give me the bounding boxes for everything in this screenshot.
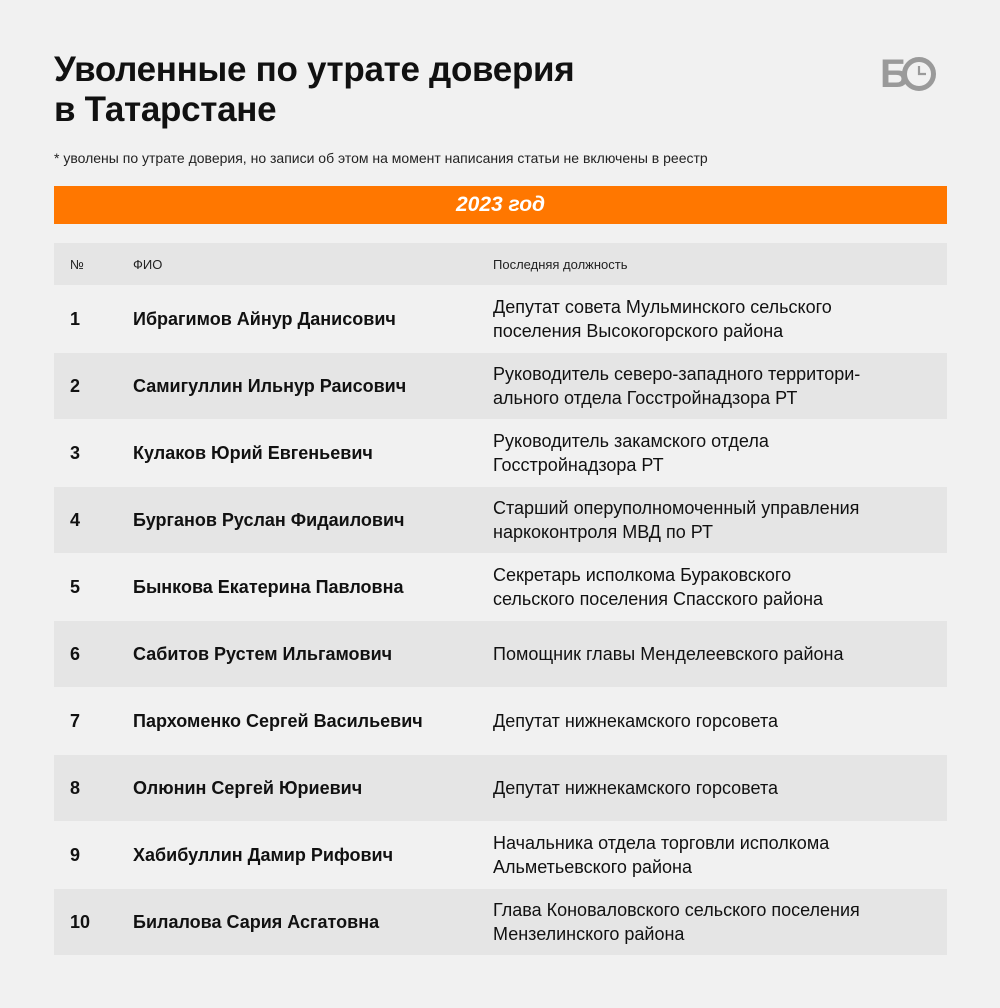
row-name: Самигуллин Ильнур Раисович: [133, 375, 407, 396]
row-position: Старший оперуполномоченный управления наркоконтроля МВД по РТ: [493, 498, 860, 542]
table-row: [54, 889, 947, 955]
row-num: 10: [70, 911, 91, 932]
row-name: Кулаков Юрий Евгеньевич: [133, 442, 373, 463]
bo-logo: [880, 54, 937, 94]
table-row: [54, 822, 947, 888]
row-position: Депутат нижнекамского горсовета: [493, 778, 778, 798]
table-row: [54, 554, 947, 620]
row-position: Помощник главы Менделеевского района: [493, 644, 844, 664]
row-num: 8: [70, 777, 81, 798]
clock-o-icon: [901, 56, 937, 92]
row-position: Депутат совета Мульминского сельского поселения Высокогорского района: [493, 297, 832, 341]
row-name: Бурганов Руслан Фидаилович: [133, 509, 405, 530]
row-num: 4: [70, 509, 81, 530]
logo-letter: Б: [880, 52, 907, 96]
table-body: [54, 286, 947, 955]
title-line-2: в Татарстане: [54, 90, 277, 129]
row-position: Руководитель северо-западного территори- ального отдела Госстройнадзора РТ: [493, 364, 861, 408]
row-name: Хабибуллин Дамир Рифович: [133, 844, 394, 865]
year-banner: [54, 186, 947, 224]
table-row: [54, 688, 947, 754]
table-row: [54, 755, 947, 821]
row-position: Секретарь исполкома Бураковского сельского поселения Спасского района: [493, 565, 824, 609]
row-num: 3: [70, 442, 81, 463]
row-position: Депутат нижнекамского горсовета: [493, 711, 778, 731]
row-name: Сабитов Рустем Ильгамович: [133, 643, 393, 664]
row-position: Начальника отдела торговли исполкома Альметьевского района: [493, 833, 830, 877]
row-num: 2: [70, 375, 81, 396]
row-num: 5: [70, 576, 81, 597]
row-name: Пархоменко Сергей Васильевич: [133, 710, 423, 731]
page-title: [54, 50, 574, 130]
title-line-1: Уволенные по утрате доверия: [54, 50, 575, 89]
header-name: ФИО: [133, 256, 163, 272]
table-row: [54, 353, 947, 419]
row-name: Ибрагимов Айнур Данисович: [133, 308, 396, 329]
row-position: Глава Коноваловского сельского поселения Мензелинского района: [493, 900, 860, 944]
header-num: №: [70, 256, 84, 272]
row-position: Руководитель закамского отдела Госстройнадзора РТ: [493, 431, 769, 475]
row-num: 7: [70, 710, 81, 731]
row-name: Олюнин Сергей Юриевич: [133, 777, 363, 798]
table-row: [54, 621, 947, 687]
row-num: 6: [70, 643, 81, 664]
dismissed-table: [54, 243, 947, 955]
row-name: Билалова Сария Асгатовна: [133, 911, 380, 932]
footnote: * уволены по утрате доверия, но записи об этом на момент написания статьи не включены в реестр: [54, 150, 708, 166]
header-position: Последняя должность: [493, 256, 628, 272]
table-header: [54, 243, 947, 285]
row-name: Бынкова Екатерина Павловна: [133, 576, 404, 597]
table-row: [54, 420, 947, 486]
table-row: [54, 286, 947, 352]
table-row: [54, 487, 947, 553]
year-label: 2023 год: [455, 193, 546, 216]
row-num: 1: [70, 308, 81, 329]
row-num: 9: [70, 844, 81, 865]
